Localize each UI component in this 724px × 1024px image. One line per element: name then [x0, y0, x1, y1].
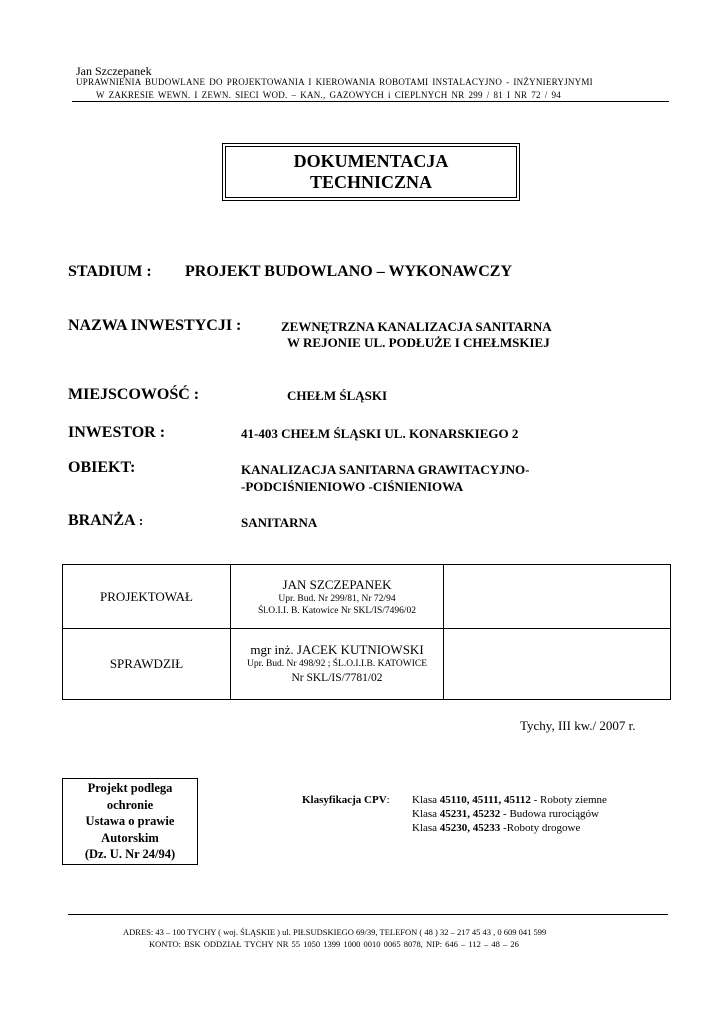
obiekt-value-2: -PODCIŚNIENIOWO -CIŚNIENIOWA — [241, 479, 464, 494]
cpv-desc: - Budowa rurociągów — [500, 808, 599, 820]
nazwa-value-2: W REJONIE UL. PODŁUŻE I CHEŁMSKIEJ — [287, 335, 550, 350]
obiekt-value-1: KANALIZACJA SANITARNA GRAWITACYJNO- — [241, 462, 530, 477]
miejscowosc-label: MIEJSCOWOŚĆ : — [68, 386, 200, 403]
branza-value: SANITARNA — [241, 515, 318, 530]
license-line-1: UPRAWNIENIA BUDOWLANE DO PROJEKTOWANIA I KIEROWANIA ROBOTAMI INSTALACYJNO - INŻYNIERYJNYMI — [76, 77, 593, 87]
signature-cell — [444, 629, 671, 700]
footer-address: ADRES: 43 – 100 TYCHY ( woj. ŚLĄSKIE ) ul. PIŁSUDSKIEGO 69/39, TELEFON ( 48 ) 32 – 217 45 43 , 0 609 041 599 — [123, 927, 547, 937]
protection-line-5: (Dz. U. Nr 24/94) — [84, 847, 176, 861]
copyright-notice-box — [62, 778, 198, 865]
document-title-box — [225, 146, 517, 198]
nazwa-value-1: ZEWNĘTRZNA KANALIZACJA SANITARNA — [281, 319, 552, 334]
protection-line-3: Ustawa o prawie — [85, 814, 175, 828]
cpv-prefix: Klasa — [412, 822, 440, 834]
cpv-desc: - Roboty ziemne — [530, 794, 607, 806]
cpv-prefix: Klasa — [412, 808, 440, 820]
signature-cell — [444, 565, 671, 629]
protection-line-2: ochronie — [106, 797, 154, 812]
cpv-row — [412, 822, 580, 834]
signature-table — [62, 564, 671, 700]
stadium-value: PROJEKT BUDOWLANO – WYKONAWCZY — [185, 263, 512, 280]
inwestor-value: 41-403 CHEŁM ŚLĄSKI UL. KONARSKIEGO 2 — [241, 426, 519, 441]
role-label: SPRAWDZIŁ — [109, 656, 184, 672]
nazwa-label — [68, 317, 241, 335]
inwestor-label: INWESTOR : — [68, 424, 166, 441]
cpv-label — [302, 794, 390, 806]
miejscowosc-value: CHEŁM ŚLĄSKI — [287, 388, 388, 403]
person-detail-1: Upr. Bud. Nr 498/92 ; ŚL.O.I.I.B. KATOWICE — [246, 659, 428, 670]
cpv-codes: 45231, 45232 — [439, 808, 501, 820]
person-name: mgr inż. JACEK KUTNIOWSKI — [250, 642, 424, 658]
header-divider — [72, 101, 669, 102]
cpv-colon: : — [386, 794, 390, 806]
place-date: Tychy, III kw./ 2007 r. — [520, 718, 636, 733]
cpv-row — [412, 794, 607, 806]
nazwa-label-text: NAZWA INWESTYCJI : — [68, 317, 242, 334]
branza-label — [68, 512, 143, 530]
role-label: PROJEKTOWAŁ — [100, 588, 193, 604]
role-cell — [63, 565, 231, 629]
table-row — [63, 629, 671, 700]
person-detail-2: Nr SKL/IS/7781/02 — [291, 672, 383, 685]
branza-colon: : — [135, 513, 144, 528]
cpv-row — [412, 808, 599, 820]
role-cell — [63, 629, 231, 700]
person-cell — [231, 629, 444, 700]
person-detail-1: Upr. Bud. Nr 299/81, Nr 72/94 — [278, 593, 396, 604]
person-detail-2: Śl.O.I.I. B. Katowice Nr SKL/IS/7496/02 — [257, 605, 417, 616]
footer-divider — [68, 914, 668, 915]
table-row — [63, 565, 671, 629]
author-name: Jan Szczepanek — [76, 64, 152, 78]
obiekt-label: OBIEKT: — [68, 459, 136, 476]
cpv-codes: 45110, 45111, 45112 — [439, 794, 531, 806]
protection-line-4: Autorskim — [101, 830, 159, 845]
license-line-2: W ZAKRESIE WEWN. I ZEWN. SIECI WOD. – KAN., GAZOWYCH i CIEPLNYCH NR 299 / 81 I NR 72 / 94 — [96, 90, 561, 100]
cpv-prefix: Klasa — [412, 794, 440, 806]
protection-line-1: Projekt podlega — [87, 781, 173, 795]
stadium-label: STADIUM : — [68, 263, 152, 280]
branza-label-text: BRANŻA — [68, 512, 136, 529]
title-line-1: DOKUMENTACJA — [293, 151, 449, 171]
footer-account: KONTO: BSK ODDZIAŁ TYCHY NR 55 1050 1399 1000 0010 0065 8078, NIP: 646 – 112 – 48 – 26 — [149, 939, 519, 949]
title-line-2: TECHNICZNA — [309, 172, 433, 192]
cpv-label-text: Klasyfikacja CPV — [302, 794, 387, 806]
cpv-desc: -Roboty drogowe — [500, 822, 581, 834]
person-name: JAN SZCZEPANEK — [282, 576, 392, 592]
cpv-codes: 45230, 45233 — [439, 822, 501, 834]
person-cell — [231, 565, 444, 629]
